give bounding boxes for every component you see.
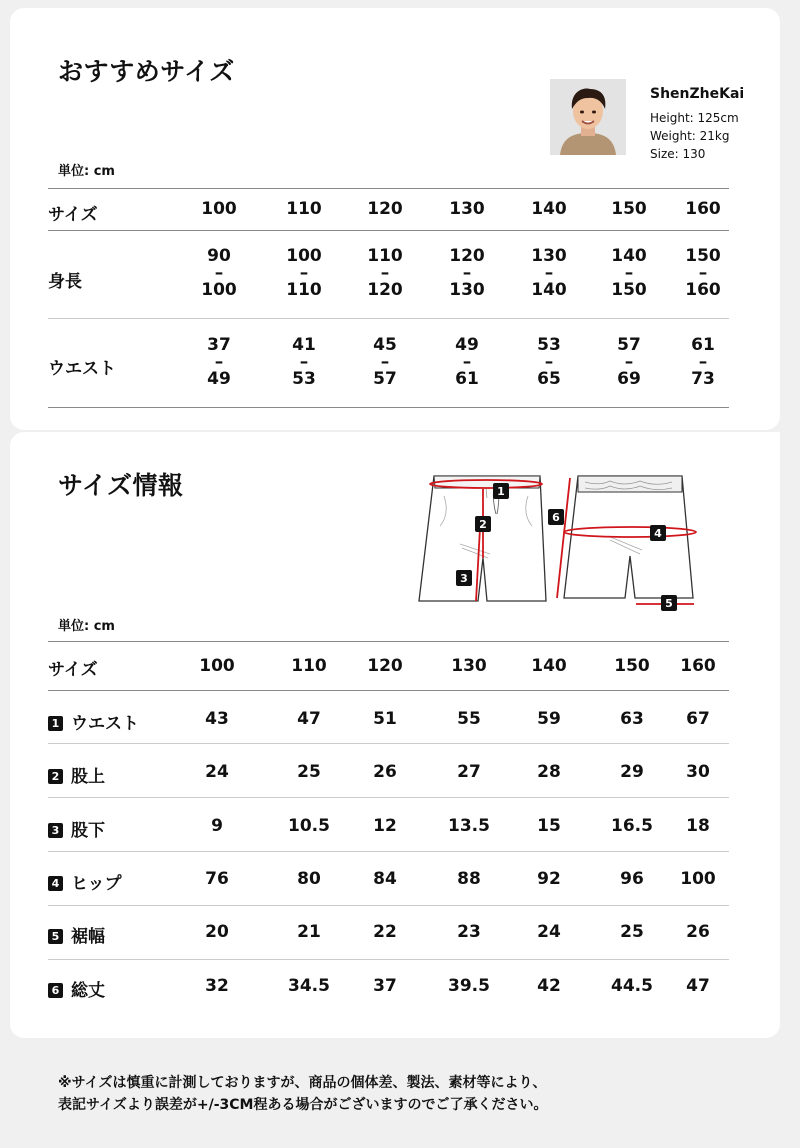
measure-name: ウエスト	[71, 714, 139, 734]
measure-value: 25	[620, 922, 644, 942]
measure-value: 32	[205, 976, 229, 996]
range-min: 49	[455, 335, 479, 355]
measure-value: 59	[537, 709, 561, 729]
divider	[48, 959, 729, 960]
range-max: 61	[455, 369, 479, 389]
shorts-diagram	[410, 466, 710, 616]
range-min: 110	[367, 246, 403, 266]
range-cell	[611, 247, 647, 299]
model-weight: Weight: 21kg	[650, 129, 730, 143]
size-header: 140	[531, 199, 567, 219]
range-cell	[292, 336, 316, 388]
divider	[48, 905, 729, 906]
range-min: 37	[207, 335, 231, 355]
range-min: 41	[292, 335, 316, 355]
range-cell	[455, 336, 479, 388]
range-dash: –	[214, 352, 224, 372]
measure-row-label	[48, 976, 105, 1001]
range-dash: –	[544, 352, 554, 372]
range-max: 69	[617, 369, 641, 389]
measure-value: 47	[686, 976, 710, 996]
divider	[48, 641, 729, 642]
range-cell	[201, 247, 237, 299]
measure-value: 26	[373, 762, 397, 782]
size-header: 100	[199, 656, 235, 676]
measure-value: 25	[297, 762, 321, 782]
range-dash: –	[299, 263, 309, 283]
range-min: 140	[611, 246, 647, 266]
recommended-unit: 単位: cm	[58, 164, 115, 179]
measure-value: 9	[211, 816, 223, 836]
measure-value: 13.5	[448, 816, 490, 836]
diagram-marker-5: 5	[665, 597, 673, 610]
measure-value: 39.5	[448, 976, 490, 996]
measure-value: 55	[457, 709, 481, 729]
range-cell	[286, 247, 322, 299]
diagram-marker-4: 4	[654, 527, 662, 540]
measure-name: 股下	[71, 821, 105, 841]
range-cell	[537, 336, 561, 388]
range-max: 150	[611, 280, 647, 300]
size-header: 120	[367, 656, 403, 676]
size-header: 110	[291, 656, 327, 676]
size-header: 150	[611, 199, 647, 219]
range-max: 100	[201, 280, 237, 300]
divider	[48, 797, 729, 798]
measure-value: 42	[537, 976, 561, 996]
measure-row-label	[48, 922, 105, 947]
measure-value: 20	[205, 922, 229, 942]
range-dash: –	[380, 352, 390, 372]
range-dash: –	[214, 263, 224, 283]
measure-value: 16.5	[611, 816, 653, 836]
divider	[48, 690, 729, 691]
divider	[48, 743, 729, 744]
range-min: 100	[286, 246, 322, 266]
size-header: 130	[449, 199, 485, 219]
measure-row-label	[48, 709, 139, 734]
measure-value: 18	[686, 816, 710, 836]
range-min: 45	[373, 335, 397, 355]
diagram-marker-6: 6	[552, 511, 560, 524]
row-label-height: 身長	[48, 272, 82, 292]
range-cell	[207, 336, 231, 388]
measure-value: 47	[297, 709, 321, 729]
diagram-marker-2: 2	[479, 518, 487, 531]
diagram-marker-1: 1	[497, 485, 505, 498]
measure-value: 80	[297, 869, 321, 889]
range-max: 65	[537, 369, 561, 389]
size-header: 160	[680, 656, 716, 676]
size-header: 150	[614, 656, 650, 676]
measure-value: 23	[457, 922, 481, 942]
size-info-header-label: サイズ	[48, 660, 98, 680]
range-min: 57	[617, 335, 641, 355]
measure-value: 28	[537, 762, 561, 782]
row-label-waist: ウエスト	[48, 359, 116, 379]
range-max: 110	[286, 280, 322, 300]
measure-name: ヒップ	[71, 874, 122, 894]
size-header: 130	[451, 656, 487, 676]
range-min: 150	[685, 246, 721, 266]
measure-value: 10.5	[288, 816, 330, 836]
model-name: ShenZheKai	[650, 86, 745, 102]
range-dash: –	[544, 263, 554, 283]
measure-number-badge: 6	[48, 983, 63, 998]
measure-name: 総丈	[71, 981, 105, 1001]
measure-value: 24	[205, 762, 229, 782]
range-cell	[449, 247, 485, 299]
measure-value: 96	[620, 869, 644, 889]
measure-value: 12	[373, 816, 397, 836]
range-cell	[373, 336, 397, 388]
size-header: 100	[201, 199, 237, 219]
measure-value: 34.5	[288, 976, 330, 996]
size-info-unit: 単位: cm	[58, 619, 115, 634]
range-max: 53	[292, 369, 316, 389]
model-size: Size: 130	[650, 147, 706, 161]
range-dash: –	[462, 263, 472, 283]
measure-name: 裾幅	[71, 927, 105, 947]
measure-value: 43	[205, 709, 229, 729]
range-dash: –	[698, 352, 708, 372]
measure-value: 37	[373, 976, 397, 996]
measure-number-badge: 2	[48, 769, 63, 784]
measure-number-badge: 3	[48, 823, 63, 838]
measure-row-label	[48, 762, 105, 787]
range-dash: –	[462, 352, 472, 372]
measure-row-label	[48, 869, 122, 894]
measure-value: 15	[537, 816, 561, 836]
range-max: 160	[685, 280, 721, 300]
divider	[48, 188, 729, 189]
measure-value: 30	[686, 762, 710, 782]
size-header: 110	[286, 199, 322, 219]
measure-value: 63	[620, 709, 644, 729]
range-max: 73	[691, 369, 715, 389]
range-cell	[531, 247, 567, 299]
measure-name: 股上	[71, 767, 105, 787]
measure-value: 67	[686, 709, 710, 729]
model-photo	[550, 79, 626, 155]
measure-value: 27	[457, 762, 481, 782]
divider	[48, 851, 729, 852]
range-dash: –	[380, 263, 390, 283]
size-header: 160	[685, 199, 721, 219]
range-cell	[685, 247, 721, 299]
measure-value: 51	[373, 709, 397, 729]
measure-value: 24	[537, 922, 561, 942]
divider	[48, 318, 729, 319]
range-cell	[691, 336, 715, 388]
measure-value: 76	[205, 869, 229, 889]
size-info-title: サイズ情報	[58, 471, 184, 500]
diagram-marker-3: 3	[460, 572, 468, 585]
measure-value: 44.5	[611, 976, 653, 996]
measure-value: 88	[457, 869, 481, 889]
measure-number-badge: 4	[48, 876, 63, 891]
measure-number-badge: 5	[48, 929, 63, 944]
recommended-header-label: サイズ	[48, 205, 98, 225]
range-cell	[617, 336, 641, 388]
footnote-line-1: ※サイズは慎重に計測しておりますが、商品の個体差、製法、素材等により、	[58, 1075, 547, 1091]
range-max: 130	[449, 280, 485, 300]
measure-value: 26	[686, 922, 710, 942]
range-dash: –	[624, 263, 634, 283]
range-max: 140	[531, 280, 567, 300]
footnote-line-2: 表記サイズより誤差が+/-3CM程ある場合がございますのでご了承ください。	[58, 1097, 548, 1113]
range-min: 61	[691, 335, 715, 355]
model-height: Height: 125cm	[650, 111, 739, 125]
measure-value: 29	[620, 762, 644, 782]
range-dash: –	[624, 352, 634, 372]
range-max: 120	[367, 280, 403, 300]
measure-value: 92	[537, 869, 561, 889]
range-max: 57	[373, 369, 397, 389]
measure-value: 100	[680, 869, 716, 889]
recommended-title: おすすめサイズ	[58, 57, 235, 86]
range-min: 53	[537, 335, 561, 355]
measure-row-label	[48, 816, 105, 841]
divider	[48, 230, 729, 231]
measure-number-badge: 1	[48, 716, 63, 731]
measure-value: 22	[373, 922, 397, 942]
measure-value: 84	[373, 869, 397, 889]
footnote	[58, 1072, 547, 1116]
size-header: 140	[531, 656, 567, 676]
range-cell	[367, 247, 403, 299]
divider	[48, 407, 729, 408]
range-min: 130	[531, 246, 567, 266]
range-min: 90	[207, 246, 231, 266]
range-dash: –	[299, 352, 309, 372]
size-header: 120	[367, 199, 403, 219]
range-max: 49	[207, 369, 231, 389]
range-dash: –	[698, 263, 708, 283]
range-min: 120	[449, 246, 485, 266]
measure-value: 21	[297, 922, 321, 942]
